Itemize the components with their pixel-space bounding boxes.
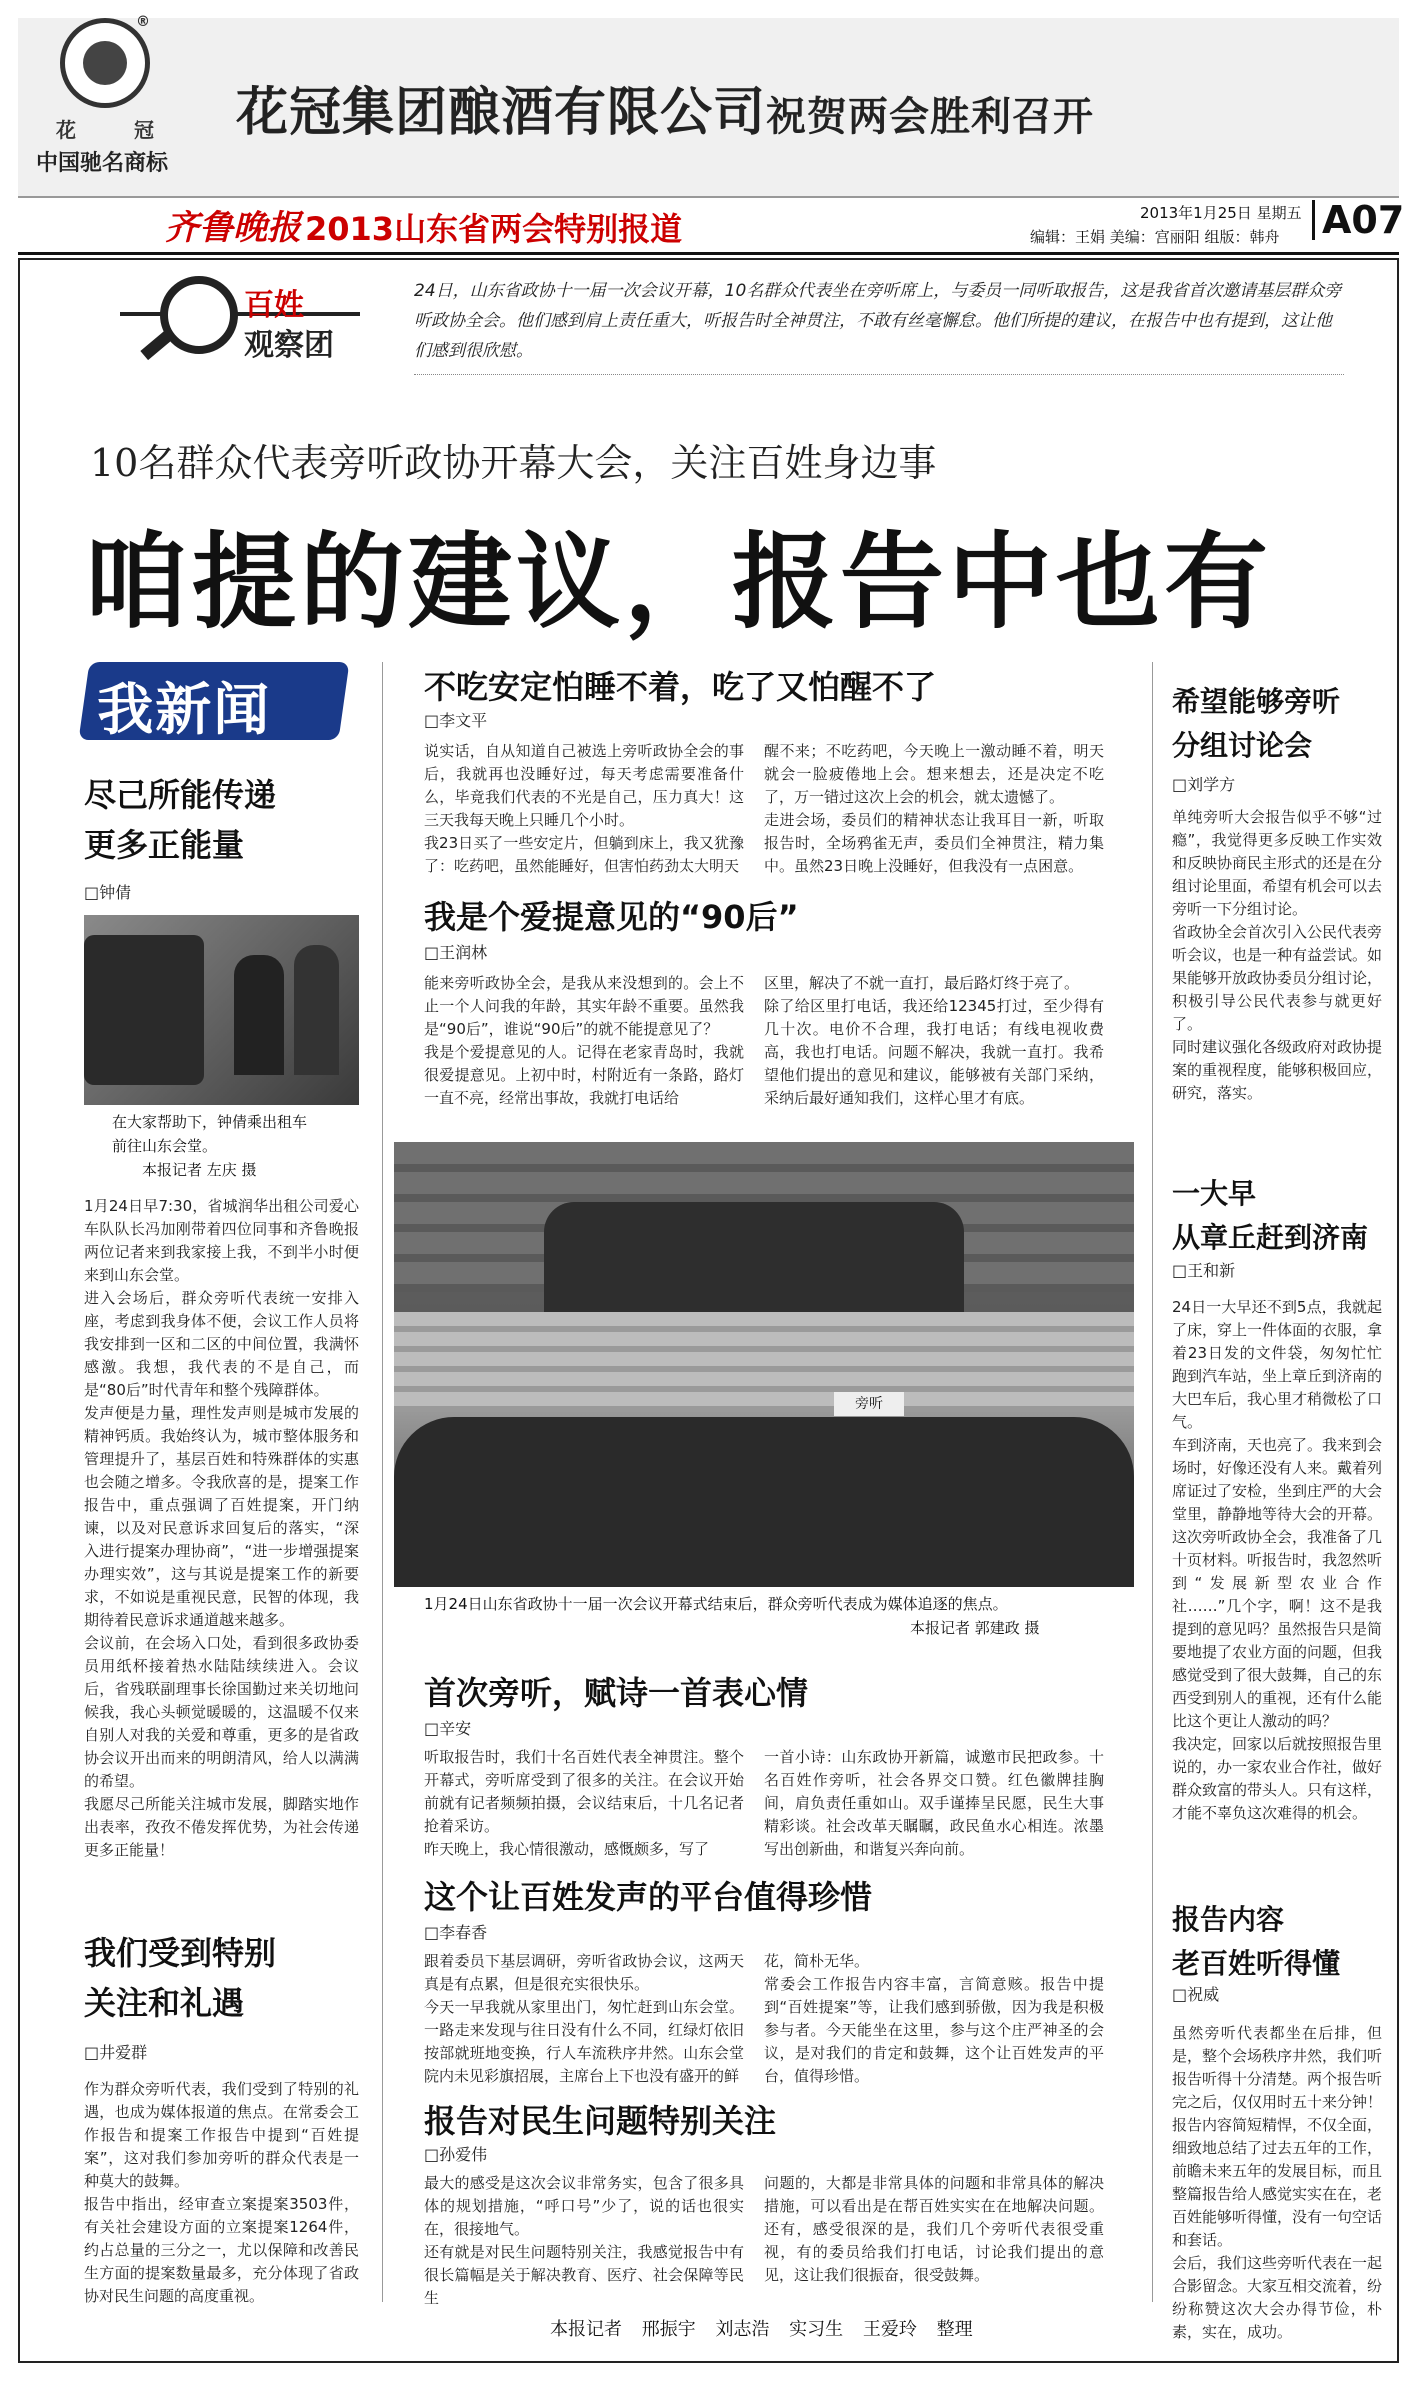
logo-emblem-icon [60, 18, 150, 108]
taxi-photo-caption [112, 1110, 362, 1182]
magnifier-icon [160, 276, 238, 354]
mid-article1-byline: □李文平 [424, 711, 488, 730]
left-article2-byline: □井爱群 [84, 2043, 148, 2062]
title-line: 报告内容 [1172, 1903, 1285, 1936]
ad-slogan-tail: 祝贺两会胜利召开 [766, 94, 1095, 140]
left-article2-title [84, 1928, 276, 2028]
title-line: 尽己所能传递 [84, 776, 277, 814]
company-logo [30, 14, 180, 176]
issue-date: 2013年1月25日 星期五 [1140, 204, 1302, 222]
mid-article3-title: 首次旁听，赋诗一首表心情 [424, 1674, 809, 1712]
report-credits: 本报记者 邢振宇 刘志浩 实习生 王爱玲 整理 [550, 2319, 973, 2340]
title-line: 关注和礼遇 [84, 1984, 245, 2022]
my-news-text: 我新闻 [97, 678, 272, 743]
logo-char-left: 花 [56, 118, 76, 142]
editor-credits: 编辑：王娟 美编：宫丽阳 组版：韩舟 [1030, 228, 1280, 246]
main-photo-caption: 1月24日山东省政协十一届一次会议开幕式结束后，群众旁听代表成为媒体追逐的焦点。 [424, 1595, 1008, 1613]
badge-line1: 百姓 [244, 288, 304, 323]
title-line: 从章丘赶到济南 [1172, 1221, 1369, 1254]
arrow-icon [120, 312, 360, 316]
badge-line2: 观察团 [244, 328, 334, 363]
press-crowd [394, 1417, 1134, 1587]
title-line: 老百姓听得懂 [1172, 1947, 1341, 1980]
person-shape [294, 945, 339, 1075]
column-rule-right [1152, 662, 1153, 2302]
caption-line: 在大家帮助下，钟倩乘出租车 [112, 1113, 308, 1131]
main-photo-credit: 本报记者 郭建政 摄 [910, 1619, 1040, 1637]
left-article1-title [84, 770, 276, 870]
front-rows [394, 1312, 1134, 1412]
mid-article5-body-b: 问题的，大都是非常具体的问题和非常具体的解决措施，可以看出是在帮百姓实实在在地解决问题。还有，感受很深的是，我们几个旁听代表很受重视，有的委员给我们打电话，讨论我们提出的意见，这让我们很振奋，很受鼓舞。 [764, 2174, 1104, 2284]
mid-article4-title: 这个让百姓发声的平台值得珍惜 [424, 1878, 873, 1916]
kicker-headline: 10名群众代表旁听政协开幕大会，关注百姓身边事 [90, 441, 937, 485]
right-article3-byline: □祝威 [1172, 1985, 1220, 2004]
right-article2-body: 24日一大早还不到5点，我就起了床，穿上一件体面的衣服，拿着23日发的文件袋，匆匆忙忙跑到汽车站，坐上章丘到济南的大巴车后，我心里才稍微松了口气。 车到济南，天也亮了。我来到会场时，好像还没有人来。戴着列席证过了安检，坐到庄严的大会堂里，静静地等待大会的开幕。 这次旁听政协全会，我准备了几十页材料。听报告时，我忽然听到“发展新型农业合作社……”几个字，啊！这不是我提到的意见吗？虽然报告只是简要地提了农业方面的问题，但我感觉受到了很大鼓舞，自己的东西受到别人的重视，还有什么能比这个更让人激动的吗？ 我决定，回家以后就按照报告里说的，办一家农业合作社，做好群众致富的带头人。只有这样，才能不辜负这次难得的机会。 [1172, 1298, 1383, 1822]
mid-article3-body-b: 一首小诗：山东政协开新篇，诚邀市民把政参。十名百姓作旁听，社会各界交口赞。红色徽牌挂胸间，肩负责任重如山。双手谨捧呈民愿，民生大事精彩谈。社会改革天瞩瞩，政民鱼水心相连。浓墨写出创新曲，和谐复兴奔向前。 [764, 1748, 1104, 1858]
left-article1-byline: □钟倩 [84, 883, 132, 902]
mid-article4-body-a: 跟着委员下基层调研，旁听省政协会议，这两天真是有点累，但是很充实很快乐。 今天一早我就从家里出门，匆忙赶到山东会堂。一路走来发现与往日没有什么不同，红绿灯依旧按部就班地变换，行人车流秩序井然。山东会堂院内未见彩旗招展，主席台上下也没有盛开的鲜 [424, 1952, 744, 2085]
mid-article1-title: 不吃安定怕睡不着，吃了又怕醒不了 [424, 668, 937, 706]
magnifier-handle-icon [140, 328, 175, 360]
mid-article3-body-a: 听取报告时，我们十名百姓代表全神贯注。整个开幕式，旁听席受到了很多的关注。在会议开始前就有记者频频拍摄，会议结束后，十几名记者抢着采访。 昨天晚上，我心情很激动，感慨颇多，写了 [424, 1748, 744, 1858]
car-shape [84, 935, 204, 1085]
title-line: 更多正能量 [84, 826, 245, 864]
taxi-photo [84, 915, 359, 1105]
mid-article5-body-a: 最大的感受是这次会议非常务实，包含了很多具体的规划措施，“呼口号”少了，说的话也很实在，很接地气。 还有就是对民生问题特别关注，我感觉报告中有很长篇幅是关于解决教育、医疗、社会保障等民生 [424, 2174, 744, 2307]
right-article1-title [1172, 680, 1340, 768]
right-article2-byline: □王和新 [1172, 1261, 1236, 1280]
mid-article5-title: 报告对民生问题特别关注 [424, 2102, 777, 2140]
mid-article4-body-b: 花，简朴无华。 常委会工作报告内容丰富，言简意赅。报告中提到“百姓提案”等，让我们感到骄傲，因为我是积极参与者。今天能坐在这里，参与这个庄严神圣的会议，是对我们的肯定和鼓舞，这个让百姓发声的平台，值得珍惜。 [764, 1952, 1104, 2085]
mid-article3-byline: □辛安 [424, 1719, 472, 1738]
special-report-title: 2013山东省两会特别报道 [305, 210, 683, 248]
mid-article1-body-a: 说实话，自从知道自己被选上旁听政协全会的事后，我就再也没睡好过，每天考虑需要准备什么，毕竟我们代表的不光是自己，压力真大！这三天我每天晚上只睡几个小时。 我23日买了一些安定片，但躺到床上，我又犹豫了：吃药吧，虽然能睡好，但害怕药劲太大明天 [424, 742, 744, 875]
caption-line: 前往山东会堂。 [112, 1137, 218, 1155]
delegates-group [544, 1202, 964, 1312]
right-article3-body: 虽然旁听代表都坐在后排，但是，整个会场秩序井然，我们听报告听得十分清楚。两个报告听完之后，仅仅用时五十来分钟！报告内容简短精悍，不仅全面，细致地总结了过去五年的工作，前瞻未来五年的发展目标，而且整篇报告给人感觉实实在在，老百姓能够听得懂，没有一句空话和套话。 会后，我们这些旁听代表在一起合影留念。大家互相交流着，纷纷称赞这次大会办得节俭，朴素，实在，成功。 [1172, 2024, 1383, 2341]
ad-company-name: 花冠集团酿酒有限公司 [236, 83, 767, 143]
logo-char-right: 冠 [134, 118, 154, 142]
left-article1-body: 1月24日早7:30，省城润华出租公司爱心车队队长冯加刚带着四位同事和齐鲁晚报两位记者来到我家接上我，不到半小时便来到山东会堂。 进入会场后，群众旁听代表统一安排入座，考虑到我身体不便，会议工作人员将我安排到一区和二区的中间位置，我满怀感激。我想，我代表的不是自己，而是“80后”时代青年和整个残障群体。 发声便是力量，理性发声则是城市发展的精神钙质。我始终认为，城市整体服务和管理提升了，基层百姓和特殊群体的实惠也会随之增多。令我欣喜的是，提案工作报告中，重点强调了百姓提案，开门纳谏，以及对民意诉求回复后的落实，“深入进行提案办理协商”，“进一步增强提案办理实效”，这与其说是提案工作的新要求，不如说是重视民意，民智的体现，我期待着民意诉求通道越来越多。 会议前，在会场入口处，看到很多政协委员用纸杯接着热水陆陆续续进入。会议后，省残联副理事长徐国勤过来关切地问候我，我心头顿觉暖暖的，这温暖不仅来自别人对我的关爱和尊重，更多的是省政协会议开出而来的明朗清风，给人以满满的希望。 我愿尽己所能关注城市发展，脚踏实地作出表率，孜孜不倦发挥优势，为社会传递更多正能量！ [84, 1197, 359, 1859]
mid-article2-body-a: 能来旁听政协全会，是我从来没想到的。会上不止一个人问我的年龄，其实年龄不重要。虽然我是“90后”，谁说“90后”的就不能提意见了？ 我是个爱提意见的人。记得在老家青岛时，我就很爱提意见。上初中时，村附近有一条路，路灯一直不亮，经常出事故，我就打电话给 [424, 974, 744, 1107]
mid-article1-body-b: 醒不来；不吃药吧，今天晚上一激动睡不着，明天就会一脸疲倦地上会。想来想去，还是决定不吃了，万一错过这次上会的机会，就太遗憾了。 走进会场，委员们的精神状态让我耳目一新，听取报告时，全场鸦雀无声，委员们全神贯注，精力集中。虽然23日晚上没睡好，但我没有一点困意。 [764, 742, 1104, 875]
left-article2-body: 作为群众旁听代表，我们受到了特别的礼遇，也成为媒体报道的焦点。在常委会工作报告和提案工作报告中提到“百姓提案”，这对我们参加旁听的群众代表是一种莫大的鼓舞。 报告中指出，经审查立案提案3503件，有关社会建设方面的立案提案1264件，约占总量的三分之一，尤以保障和改善民生方面的提案数量最多，充分体现了省政协对民生问题的高度重视。 [84, 2080, 359, 2305]
mid-article2-title: 我是个爱提意见的“90后” [424, 898, 799, 936]
ad-slogan [236, 70, 1094, 145]
brand-tagline: 中国驰名商标 [36, 151, 169, 176]
my-news-badge [79, 662, 350, 743]
column-rule-left [382, 662, 383, 2302]
main-headline: 咱提的建议，报告中也有 [84, 521, 1273, 643]
lede-paragraph: 24日，山东省政协十一届一次会议开幕，10名群众代表坐在旁听席上，与委员一同听取报告，这是我省首次邀请基层群众旁听政协全会。他们感到肩上责任重大，听报告时全神贯注，不敢有丝毫懈怠。他们所提的建议，在报告中也有提到，这让他们感到很欣慰。 [414, 281, 1342, 361]
registered-mark: ® [136, 14, 150, 30]
newspaper-name: 齐鲁晚报 [165, 208, 301, 248]
right-article1-body: 单纯旁听大会报告似乎不够“过瘾”，我觉得更多反映工作实效和反映协商民主形式的还是在分组讨论里面，希望有机会可以去旁听一下分组讨论。 省政协全会首次引入公民代表旁听会议，也是一种有益尝试。如果能够开放政协委员分组讨论，积极引导公民代表参与就更好了。 同时建议强化各级政府对政协提案的重视程度，能够积极回应，研究，落实。 [1172, 808, 1383, 1102]
title-line: 一大早 [1172, 1177, 1257, 1210]
right-article2-title [1172, 1172, 1368, 1260]
mid-article4-byline: □李春香 [424, 1923, 488, 1942]
mid-article2-byline: □王润林 [424, 943, 488, 962]
person-shape [234, 955, 284, 1075]
photo-credit: 本报记者 左庆 摄 [142, 1161, 257, 1179]
title-line: 希望能够旁听 [1172, 685, 1341, 718]
lede-divider [414, 374, 1344, 376]
right-article3-title [1172, 1898, 1340, 1986]
main-photo [394, 1142, 1134, 1587]
right-article1-byline: □刘学方 [1172, 775, 1236, 794]
gallery-sign: 旁听 [834, 1392, 904, 1416]
title-line: 我们受到特别 [84, 1934, 277, 1972]
page-number: A07 [1322, 198, 1405, 242]
mid-article2-body-b: 区里，解决了不就一直打，最后路灯终于亮了。 除了给区里打电话，我还给12345打过，至少得有几十次。电价不合理，我打电话；有线电视收费高，我也打电话。问题不解决，我就一直打。我希望他们提出的意见和建议，能够被有关部门采纳，采纳后最好通知我们，这样心里才有底。 [764, 974, 1104, 1107]
observer-group-badge [120, 268, 390, 368]
mid-article5-byline: □孙爱伟 [424, 2145, 488, 2164]
title-line: 分组讨论会 [1172, 729, 1313, 762]
